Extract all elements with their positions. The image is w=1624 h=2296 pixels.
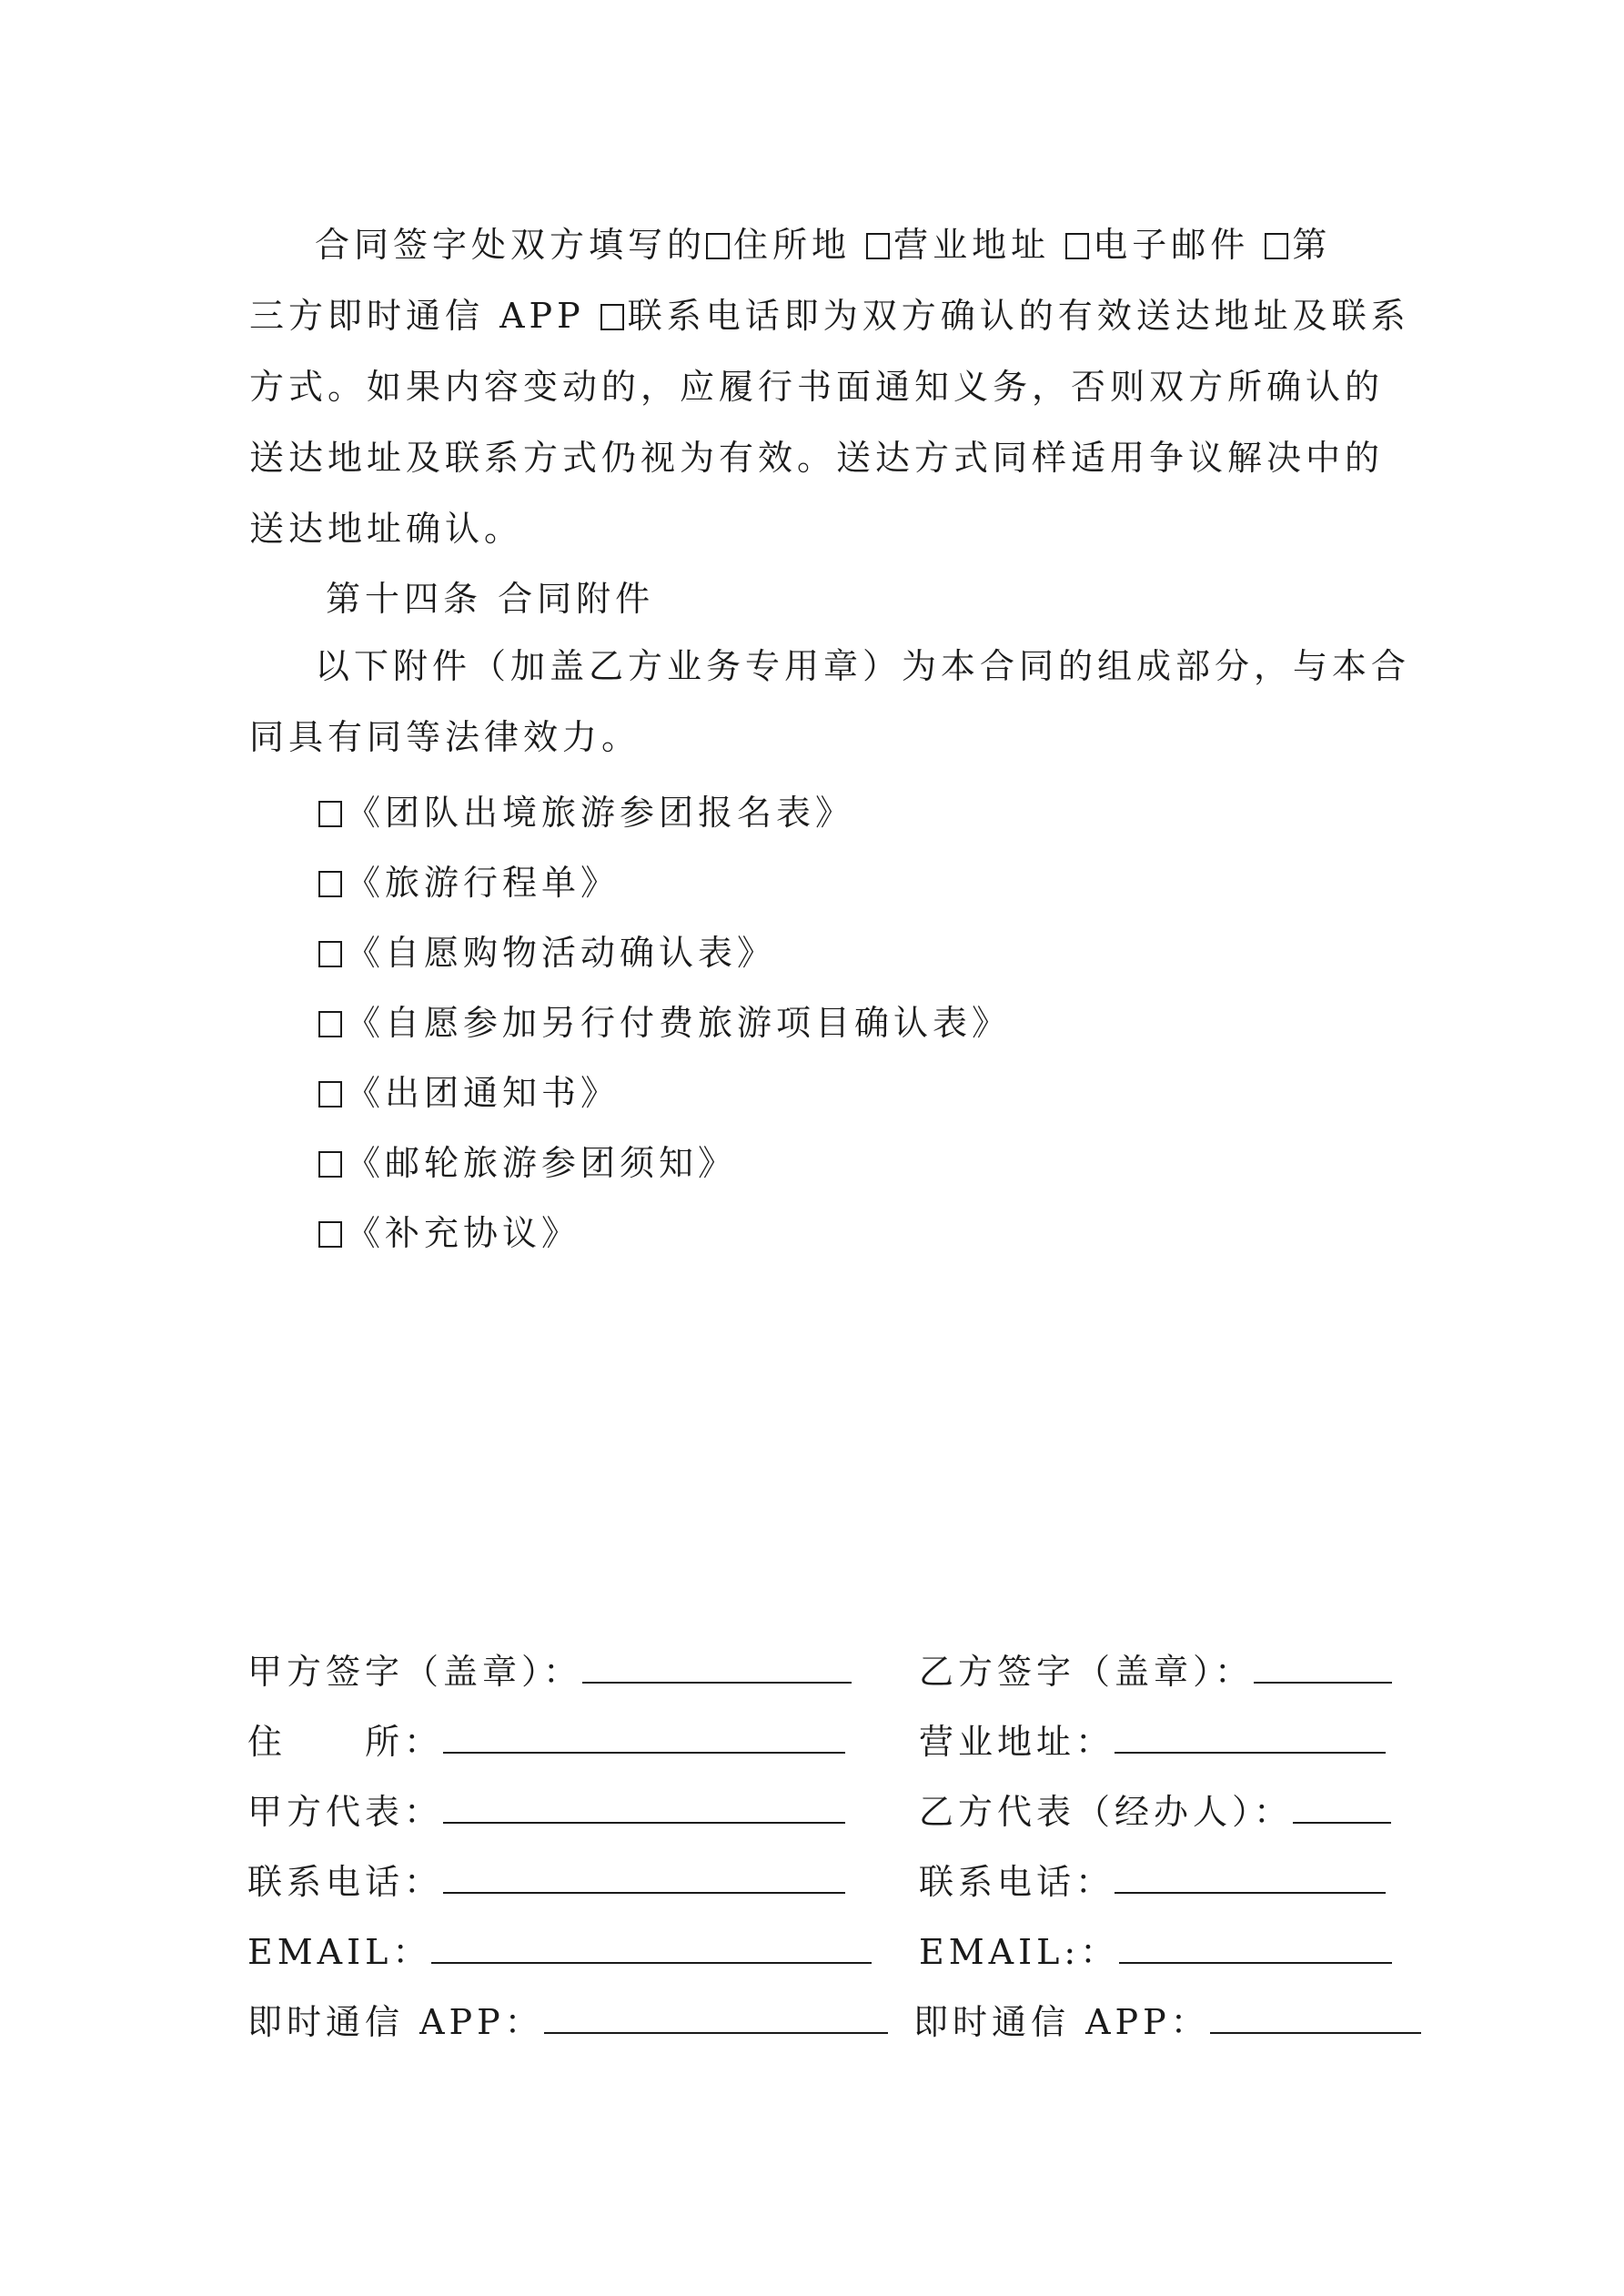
party-b-sign-row xyxy=(919,1645,1392,1697)
checkbox-im-app[interactable] xyxy=(1265,233,1288,259)
party-b-phone-field[interactable] xyxy=(1115,1856,1386,1894)
party-b-address-label: 营业地址： xyxy=(919,1722,1115,1762)
party-b-sign-label: 乙方签字（盖章）： xyxy=(919,1652,1255,1692)
party-b-email-field[interactable] xyxy=(1119,1926,1392,1964)
party-b-app-field[interactable] xyxy=(1210,1996,1421,2034)
option-phone-label: 联系电话 xyxy=(627,296,784,336)
party-a-representative-row xyxy=(247,1785,845,1837)
delivery-line3-text: 方式。如果内容变动的，应履行书面通知义务，否则双方所确认的 xyxy=(249,367,1385,407)
article-14-line1: 以下附件（加盖乙方业务专用章）为本合同的组成部分，与本合 xyxy=(315,646,1411,686)
attachment-label: 《邮轮旅游参团须知》 xyxy=(346,1143,738,1183)
delivery-line2-text: 即为双方确认的有效送达地址及联系 xyxy=(783,296,1410,336)
option-email-label: 电子邮件 xyxy=(1093,225,1250,265)
attachment-item xyxy=(318,787,854,838)
attachment-label: 《补充协议》 xyxy=(346,1213,581,1253)
attachment-item xyxy=(318,1138,737,1188)
attachment-label: 《自愿购物活动确认表》 xyxy=(346,933,777,973)
attachment-checkbox[interactable] xyxy=(318,1151,342,1178)
delivery-line5-text: 送达地址确认。 xyxy=(249,509,524,549)
attachment-item xyxy=(318,1208,580,1259)
party-a-representative-field[interactable] xyxy=(443,1785,845,1824)
attachment-checkbox[interactable] xyxy=(318,1221,342,1248)
party-a-representative-label: 甲方代表： xyxy=(247,1792,444,1832)
party-a-phone-row xyxy=(247,1856,845,1907)
party-b-address-field[interactable] xyxy=(1115,1715,1386,1754)
attachment-checkbox[interactable] xyxy=(318,871,342,897)
party-a-sign-label: 甲方签字（盖章）： xyxy=(247,1652,583,1692)
party-a-phone-label: 联系电话： xyxy=(247,1862,444,1902)
attachment-label: 《团队出境旅游参团报名表》 xyxy=(346,793,855,833)
attachment-checkbox[interactable] xyxy=(318,1081,342,1108)
party-b-app-row xyxy=(913,1996,1421,2048)
checkbox-business-address[interactable] xyxy=(866,233,890,259)
party-b-app-label: 即时通信 APP： xyxy=(913,2002,1210,2042)
article-14-body xyxy=(249,631,1411,773)
party-b-representative-label: 乙方代表（经办人）： xyxy=(919,1792,1294,1832)
party-a-address-label: 住 所： xyxy=(247,1722,444,1762)
party-b-address-row xyxy=(919,1715,1386,1767)
attachment-checkbox[interactable] xyxy=(318,1011,342,1037)
party-b-phone-label: 联系电话： xyxy=(919,1862,1115,1902)
attachment-item xyxy=(318,1067,620,1118)
party-a-email-field[interactable] xyxy=(431,1926,872,1964)
option-im-app-label-part2: 三方即时通信 APP xyxy=(249,296,585,336)
party-b-sign-field[interactable] xyxy=(1254,1645,1392,1684)
party-a-sign-field[interactable] xyxy=(582,1645,852,1684)
checkbox-residence[interactable] xyxy=(706,233,730,259)
delivery-intro-text: 合同签字处双方填写的 xyxy=(315,225,707,265)
party-a-phone-field[interactable] xyxy=(443,1856,845,1894)
party-b-email-label: EMAIL:： xyxy=(919,1932,1120,1972)
party-a-app-field[interactable] xyxy=(544,1996,888,2034)
party-a-app-row xyxy=(247,1996,888,2048)
party-b-phone-row xyxy=(919,1856,1386,1907)
delivery-address-paragraph xyxy=(249,209,1410,564)
attachment-label: 《出团通知书》 xyxy=(346,1073,620,1113)
checkbox-email[interactable] xyxy=(1065,233,1089,259)
checkbox-phone[interactable] xyxy=(600,304,624,330)
attachment-checkbox[interactable] xyxy=(318,801,342,827)
option-business-address-label: 营业地址 xyxy=(893,225,1051,265)
article-14-heading: 第十四条 合同附件 xyxy=(326,579,655,619)
delivery-line4-text: 送达地址及联系方式仍视为有效。送达方式同样适用争议解决中的 xyxy=(249,438,1385,478)
party-b-email-row xyxy=(919,1926,1392,1977)
option-im-app-label-part1: 第 xyxy=(1292,225,1332,265)
article-14-line2: 同具有同等法律效力。 xyxy=(249,717,641,757)
party-b-representative-field[interactable] xyxy=(1293,1785,1391,1824)
party-a-email-label: EMAIL： xyxy=(247,1932,432,1972)
attachment-label: 《自愿参加另行付费旅游项目确认表》 xyxy=(346,1003,1012,1043)
attachment-label: 《旅游行程单》 xyxy=(346,863,620,903)
attachment-checkbox[interactable] xyxy=(318,941,342,967)
party-a-address-row xyxy=(247,1715,845,1767)
attachment-item xyxy=(318,997,1011,1048)
attachment-item xyxy=(318,927,776,978)
party-a-address-field[interactable] xyxy=(443,1715,845,1754)
party-a-sign-row xyxy=(247,1645,852,1697)
party-b-representative-row xyxy=(919,1785,1391,1837)
option-residence-label: 住所地 xyxy=(733,225,852,265)
attachment-item xyxy=(318,857,620,908)
party-a-app-label: 即时通信 APP： xyxy=(247,2002,544,2042)
party-a-email-row xyxy=(247,1926,872,1977)
